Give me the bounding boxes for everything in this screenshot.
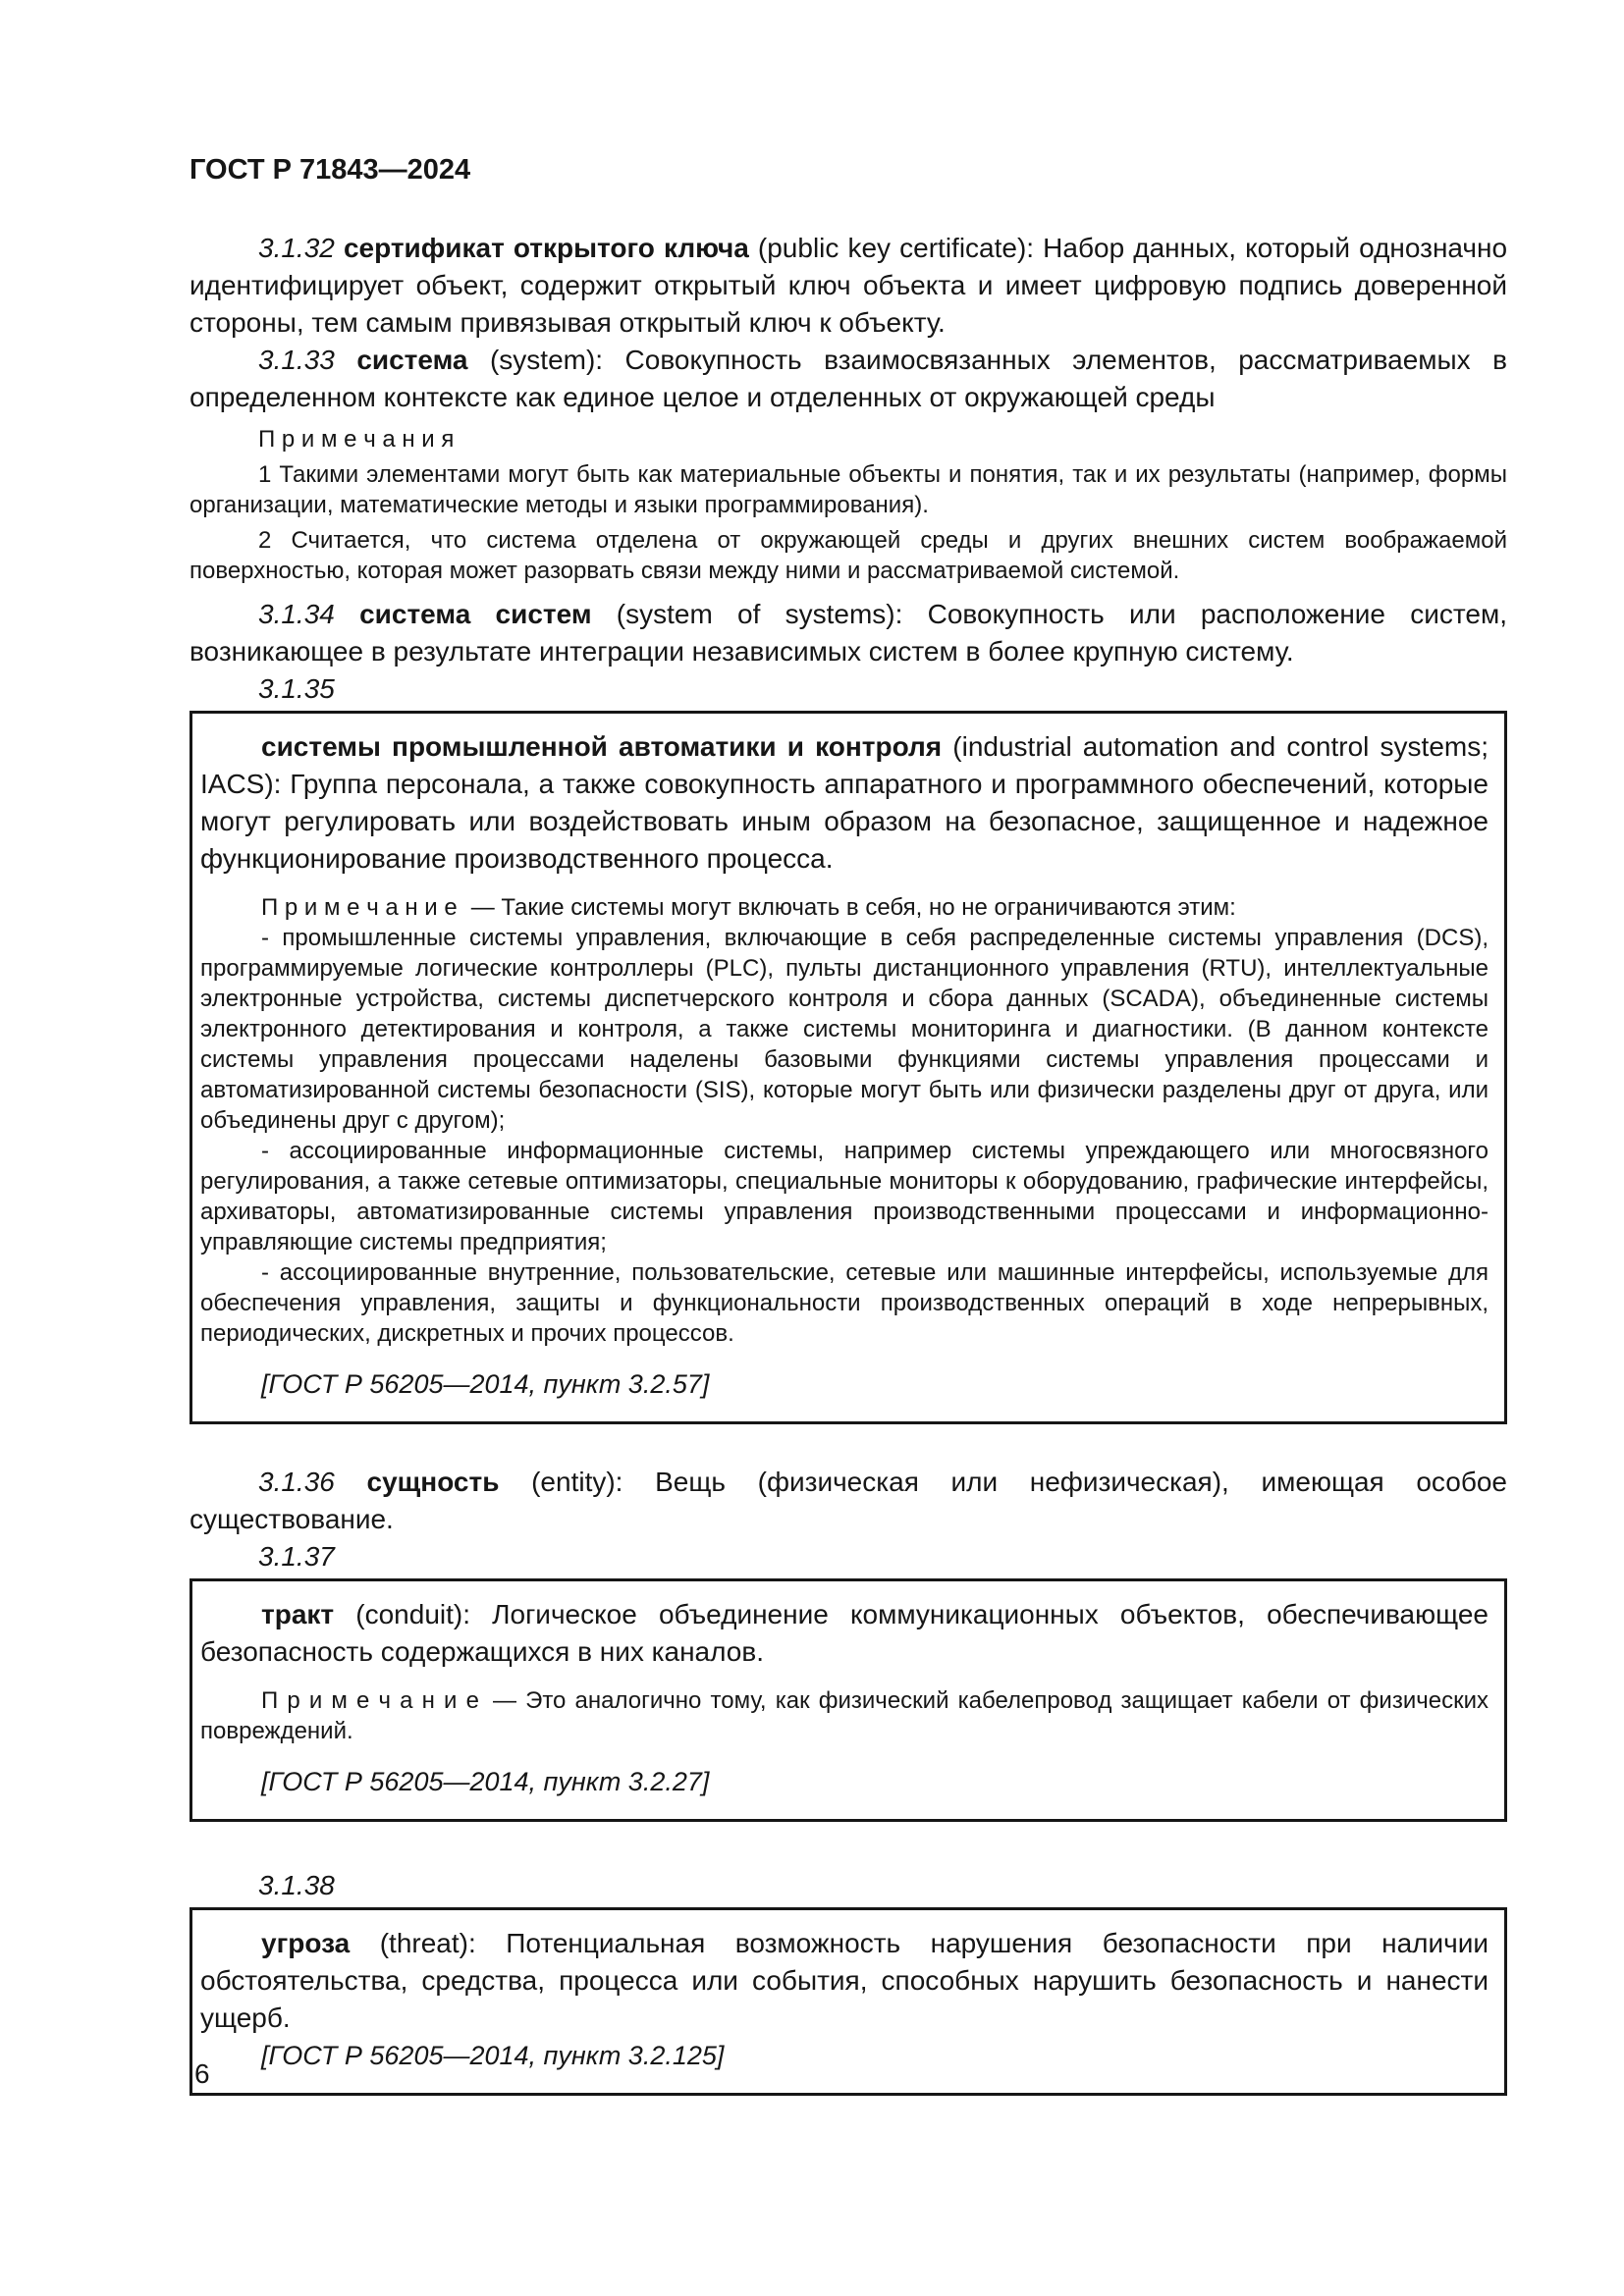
note-label: П р и м е ч а н и е xyxy=(261,1687,479,1714)
term-3-1-36 xyxy=(189,1464,1507,1538)
note-list-item: - ассоциированные информационные системы, например системы упреждающего или многосвязного регулирования, а также сетевые оптимизаторы, специальные мониторы к оборудованию, графические интерфейсы, архиваторы, автоматизированные системы управления производственными процессами и информационно-управляющие системы предприятия; xyxy=(200,1138,1489,1255)
notes-heading: П р и м е ч а н и я xyxy=(258,426,455,453)
definition-box-iacs xyxy=(189,711,1507,1424)
term-definition: (threat): Потенциальная возможность нарушения безопасности при наличии обстоятельства, средства, процесса или события, способных нарушить безопасность и нанести ущерб. xyxy=(200,1928,1489,2033)
source-citation: [ГОСТ Р 56205—2014, пункт 3.2.27] xyxy=(261,1767,710,1796)
doc-code: ГОСТ Р 71843—2024 xyxy=(189,154,471,186)
boxed-term-conduit xyxy=(200,1596,1489,1671)
term-number: 3.1.33 xyxy=(258,345,335,375)
term-number: 3.1.36 xyxy=(258,1467,335,1497)
running-header xyxy=(189,155,1507,185)
term-name: сертификат открытого ключа xyxy=(343,233,749,263)
terms-section xyxy=(189,230,1507,2096)
note-body: — Это аналогично тому, как физический кабелепровод защищает кабели от физических повреждений. xyxy=(200,1687,1489,1744)
term-name: сущность xyxy=(366,1467,500,1497)
term-3-1-33 xyxy=(189,342,1507,416)
definition-box-conduit xyxy=(189,1578,1507,1822)
term-definition: (system of systems): Совокупность или расположение систем, возникающее в результате интеграции независимых систем в более крупную систему. xyxy=(189,599,1507,667)
note-intro: — Такие системы могут включать в себя, но не ограничиваются этим: xyxy=(470,894,1236,921)
term-name: системы промышленной автоматики и контроля xyxy=(261,731,943,762)
term-definition: (industrial automation and control systems; IACS): Группа персонала, а также совокупность аппаратного и программного обеспечений, которые могут регулировать или воздействовать иным образом на безопасное, защищенное и надежное функционирование производственного процесса. xyxy=(200,731,1489,874)
term-number-3-1-37: 3.1.37 xyxy=(258,1541,335,1572)
note-label: П р и м е ч а н и е xyxy=(261,894,458,921)
term-number-3-1-35: 3.1.35 xyxy=(258,673,335,704)
term-name: угроза xyxy=(261,1928,351,1958)
note-list-item: - ассоциированные внутренние, пользовательские, сетевые или машинные интерфейсы, используемые для обеспечения управления, защиты и функциональности производственных операций в ходе непрерывных, периодических, дискретных и прочих процессов. xyxy=(200,1259,1489,1347)
box-note xyxy=(200,1685,1489,1746)
term-definition: (entity): Вещь (физическая или нефизическая), имеющая особое существование. xyxy=(189,1467,1507,1534)
term-name: тракт xyxy=(261,1599,335,1629)
term-number: 3.1.34 xyxy=(258,599,335,629)
boxed-term-iacs xyxy=(200,728,1489,878)
term-3-1-34 xyxy=(189,596,1507,670)
box-note-heading xyxy=(200,892,1489,923)
source-citation: [ГОСТ Р 56205—2014, пункт 3.2.57] xyxy=(261,1369,710,1399)
page-number: 6 xyxy=(194,2058,210,2089)
term-definition: (system): Совокупность взаимосвязанных элементов, рассматриваемых в определенном контексте как единое целое и отделенных от окружающей среды xyxy=(189,345,1507,412)
definition-box-threat xyxy=(189,1907,1507,2096)
term-number-3-1-38: 3.1.38 xyxy=(258,1870,335,1900)
boxed-term-threat xyxy=(200,1925,1489,2037)
note-item: 2 Считается, что система отделена от окружающей среды и других внешних систем воображаемой поверхностью, которая может разорвать связи между ними и рассматриваемой системой. xyxy=(189,527,1507,584)
term-definition: (public key certificate): Набор данных, который однозначно идентифицирует объект, содержит открытый ключ объекта и имеет цифровую подпись доверенной стороны, тем самым привязывая открытый ключ к объекту. xyxy=(189,233,1508,338)
note-list-item: - промышленные системы управления, включающие в себя распределенные системы управления (DCS), программируемые логические контроллеры (PLC), пульты дистанционного управления (RTU), интеллектуальные электронные устройства, системы диспетчерского контроля и сбора данных (SCADA), объединенные системы электронного детектирования и контроля, а также системы мониторинга и диагностики. (В данном контексте системы управления процессами наделены базовыми функциями системы управления процессами и автоматизированной системы безопасности (SIS), которые могут быть или физически разделены друг от друга, или объединены друг с другом); xyxy=(200,925,1489,1134)
source-citation: [ГОСТ Р 56205—2014, пункт 3.2.125] xyxy=(261,2041,725,2070)
term-3-1-32 xyxy=(189,230,1507,342)
notes-block xyxy=(189,425,1507,586)
term-definition: (conduit): Логическое объединение коммуникационных объектов, обеспечивающее безопасность содержащихся в них каналов. xyxy=(200,1599,1489,1667)
term-number: 3.1.32 xyxy=(258,233,335,263)
term-name: система xyxy=(356,345,468,375)
note-item: 1 Такими элементами могут быть как материальные объекты и понятия, так и их результаты (например, формы организации, математические методы и языки программирования). xyxy=(189,461,1507,518)
term-name: система систем xyxy=(359,599,592,629)
